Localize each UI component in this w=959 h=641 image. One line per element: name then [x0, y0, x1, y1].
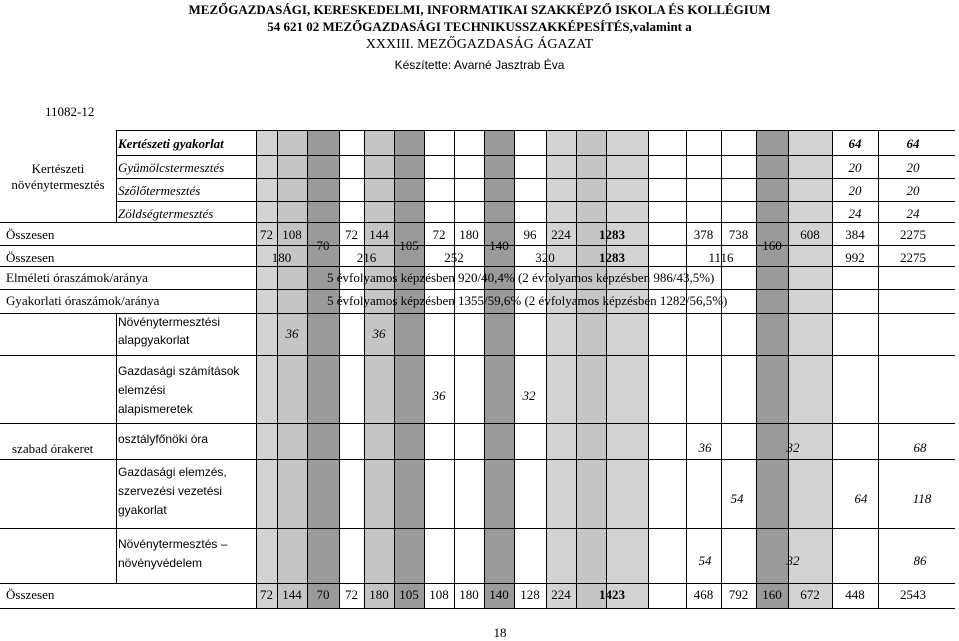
cell-value: 70 — [316, 238, 330, 253]
cell-value: 608 — [800, 227, 820, 242]
cell-value: 24 — [906, 206, 920, 221]
module-code: 11082-12 — [45, 104, 95, 119]
grid-line — [0, 583, 955, 584]
cell-value: 2275 — [900, 250, 926, 265]
cell-value: 72 — [432, 227, 446, 242]
cell-value: 68 — [913, 440, 927, 455]
cell-value: 180 — [459, 227, 479, 242]
grid-line — [116, 155, 955, 156]
school-name: MEZŐGAZDASÁGI, KERESKEDELMI, INFORMATIKAI SZAKKÉPZŐ ISKOLA ÉS KOLLÉGIUM — [188, 2, 771, 17]
cell-value: 20 — [848, 183, 862, 198]
cell-value: 72 — [260, 227, 273, 242]
row-label-kerteszeti-gyakorlat: Kertészeti gyakorlat — [118, 136, 224, 151]
cell-value: 738 — [728, 227, 749, 242]
label-line: elemzési — [118, 383, 166, 397]
cell-value: 2275 — [900, 227, 926, 242]
gyakorlati-value: 5 évfolyamos képzésben 1355/59,6% (2 évfolyamos képzésben 1282/56,5%) — [327, 293, 728, 308]
author-line: Készítette: Avarné Jasztrab Éva — [394, 58, 565, 72]
elmeleti-value: 5 évfolyamos képzésben 920/40,4% (2 évfolyamos képzésben 986/43,5%) — [327, 270, 715, 285]
cell-value: 20 — [848, 160, 862, 175]
cell-value: 70 — [316, 587, 330, 602]
grid-line — [0, 245, 955, 246]
cell-value: 180 — [369, 587, 389, 602]
cell-value: 1423 — [599, 587, 625, 602]
cell-value: 86 — [913, 553, 927, 568]
cell-value: 672 — [800, 587, 820, 602]
cell-value: 2543 — [900, 587, 926, 602]
row-label-novenyvedelem — [118, 535, 227, 573]
label-line: Növénytermesztés – — [118, 537, 228, 551]
row-label-gazdasagi-szamitasok — [118, 362, 239, 419]
cell-value: 20 — [906, 183, 920, 198]
cell-value: 180 — [271, 250, 292, 265]
label-line: szervezési vezetési — [118, 484, 223, 498]
cell-value: 144 — [282, 587, 302, 602]
cell-value: 96 — [523, 227, 537, 242]
cell-value: 64 — [854, 491, 868, 506]
label-line: Gazdasági elemzés, — [118, 465, 227, 479]
cell-value: 1116 — [708, 250, 734, 265]
label-line: Növénytermesztési — [118, 315, 221, 329]
cell-value: 792 — [728, 587, 749, 602]
grid-line — [116, 201, 955, 202]
grid-line — [116, 130, 955, 131]
cell-value: 378 — [693, 227, 714, 242]
row-label-gyumolcstermesztes: Gyümölcstermesztés — [118, 160, 225, 175]
grid-line — [0, 528, 955, 529]
cell-value: 108 — [282, 227, 302, 242]
cell-value: 72 — [345, 227, 358, 242]
page-number: 18 — [493, 625, 507, 640]
grid-line — [116, 313, 117, 583]
row-label-szabad-orakeret: szabad órakeret — [12, 441, 94, 456]
cell-value: 216 — [356, 250, 377, 265]
grid-line — [0, 289, 955, 290]
cell-value: 448 — [845, 587, 865, 602]
row-label-osszesen: Összesen — [6, 227, 55, 242]
cell-value: 64 — [906, 136, 920, 151]
cell-value: 32 — [786, 440, 800, 455]
cell-value: 140 — [489, 238, 509, 253]
cell-value: 105 — [399, 587, 419, 602]
cell-value: 24 — [848, 206, 862, 221]
cell-value: 64 — [848, 136, 862, 151]
cell-value: 105 — [399, 238, 419, 253]
cell-value: 108 — [429, 587, 449, 602]
group-label-line: Kertészeti — [31, 161, 85, 176]
cell-value: 128 — [520, 587, 540, 602]
cell-value: 224 — [551, 227, 571, 242]
cell-value: 36 — [698, 440, 712, 455]
cell-value: 160 — [762, 587, 782, 602]
group-label-kerteszeti — [0, 161, 116, 193]
row-label-zoldsegtermesztes: Zöldségtermesztés — [118, 206, 214, 221]
label-line: alapgyakorlat — [118, 333, 190, 347]
cell-value: 20 — [906, 160, 920, 175]
grid-line — [0, 423, 955, 424]
cell-value: 32 — [522, 388, 536, 403]
grid-line — [0, 355, 955, 356]
cell-value: 36 — [432, 388, 446, 403]
label-line: növényvédelem — [118, 556, 203, 570]
grid-line — [0, 266, 955, 267]
label-line: Gazdasági számítások — [118, 364, 240, 378]
grid-line — [116, 178, 955, 179]
grid-line — [0, 608, 955, 609]
cell-value: 180 — [459, 587, 479, 602]
cell-value: 36 — [372, 326, 386, 341]
cell-value: 36 — [285, 326, 299, 341]
grid-line — [116, 130, 117, 222]
cell-value: 384 — [845, 227, 865, 242]
cell-value: 252 — [444, 250, 464, 265]
group-label-line: növénytermesztés — [11, 177, 105, 192]
row-label-gazdasagi-elemzes — [118, 463, 227, 520]
cell-value: 72 — [260, 587, 273, 602]
row-label-gyakorlati: Gyakorlati óraszámok/aránya — [6, 293, 160, 308]
cell-value: 224 — [551, 587, 571, 602]
row-label-osszesen-total: Összesen — [6, 587, 55, 602]
cell-value: 992 — [845, 250, 865, 265]
row-label-osszesen: Összesen — [6, 250, 55, 265]
cell-value: 140 — [489, 587, 509, 602]
label-line: gyakorlat — [118, 503, 167, 517]
cell-value: 32 — [786, 553, 800, 568]
cell-value: 144 — [369, 227, 389, 242]
cell-value: 118 — [912, 491, 932, 506]
cell-value: 1283 — [599, 227, 625, 242]
row-label-osztalyfonoki: osztályfőnöki óra — [118, 432, 209, 446]
cell-value: 1283 — [599, 250, 625, 265]
label-line: alapismeretek — [118, 402, 193, 416]
qualification-line: 54 621 02 MEZŐGAZDASÁGI TECHNIKUSSZAKKÉPESÍTÉS,valamint a — [267, 19, 692, 34]
cell-value: 160 — [762, 238, 782, 253]
cell-value: 320 — [535, 250, 555, 265]
cell-value: 72 — [345, 587, 358, 602]
grid-line — [0, 222, 955, 223]
sector-line: XXXIII. MEZŐGAZDASÁG ÁGAZAT — [365, 37, 594, 52]
cell-value: 54 — [698, 553, 712, 568]
grid-line — [0, 459, 955, 460]
cell-value: 468 — [693, 587, 714, 602]
row-label-szolotermesztes: Szőlőtermesztés — [118, 183, 201, 198]
cell-value: 54 — [730, 491, 744, 506]
row-label-noveny-alapgyakorlat — [118, 313, 220, 349]
row-label-elmeleti: Elméleti óraszámok/aránya — [6, 270, 148, 285]
